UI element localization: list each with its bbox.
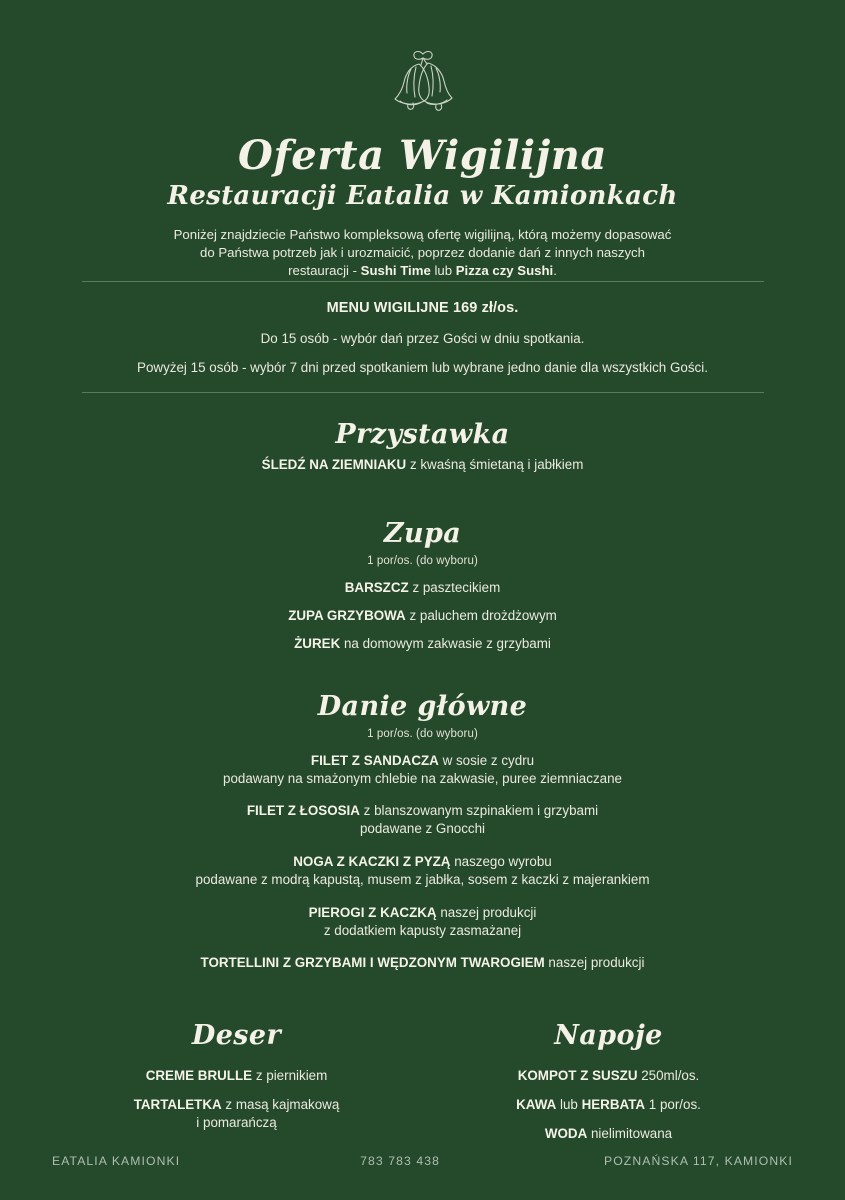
section-note-danie-glowne: 1 por/os. (do wyboru) bbox=[367, 727, 478, 740]
dish-item bbox=[0, 853, 845, 889]
intro-line-3-middle: lub bbox=[430, 263, 456, 279]
dish-desc: naszego wyrobu bbox=[450, 854, 552, 870]
section-danie-glowne bbox=[0, 691, 845, 972]
section-zupa bbox=[0, 518, 845, 652]
footer-restaurant-name: EATALIA KAMIONKI bbox=[52, 1154, 181, 1168]
courses bbox=[0, 393, 845, 1142]
section-przystawka bbox=[0, 419, 845, 474]
dish-item bbox=[0, 954, 845, 972]
dish-desc: naszej produkcji bbox=[544, 955, 645, 971]
price-condition-2: Powyżej 15 osób - wybór 7 dni przed spotkaniem lub wybrane jedno danie dla wszystkich Gości. bbox=[137, 360, 708, 376]
section-title-przystawka: Przystawka bbox=[335, 419, 510, 451]
divider-bottom bbox=[82, 392, 764, 393]
dish-desc: na domowym zakwasie z grzybami bbox=[340, 635, 551, 651]
bottom-columns bbox=[0, 1006, 845, 1142]
dish-name: TARTALETKA bbox=[133, 1097, 222, 1113]
dish-item bbox=[0, 456, 845, 474]
section-title-danie-glowne: Danie główne bbox=[317, 690, 528, 722]
dish-item bbox=[0, 802, 845, 838]
dish-item bbox=[423, 1067, 795, 1085]
dish-desc: z masą kajmakową bbox=[221, 1097, 340, 1113]
dish-name: NOGA Z KACZKI Z PYZĄ bbox=[293, 854, 451, 870]
dish-item bbox=[423, 1096, 795, 1114]
header bbox=[0, 0, 845, 281]
section-note-zupa: 1 por/os. (do wyboru) bbox=[367, 555, 478, 568]
dish-item bbox=[0, 752, 845, 788]
dish-item bbox=[51, 1096, 423, 1132]
dish-desc: z paluchem drożdżowym bbox=[405, 608, 557, 624]
dish-desc: z kwaśną śmietaną i jabłkiem bbox=[406, 457, 584, 473]
divider-top bbox=[82, 281, 764, 282]
dish-name: FILET Z ŁOSOSIA bbox=[246, 803, 360, 819]
dish-desc-tail: 1 por/os. bbox=[645, 1097, 701, 1113]
dish-desc-second-line: podawany na smażonym chlebie na zakwasie, puree ziemniaczane bbox=[223, 770, 622, 786]
dish-desc-second-line: podawane z modrą kapustą, musem z jabłka, sosem z kaczki z majerankiem bbox=[195, 871, 650, 887]
dish-name: ŻUREK bbox=[294, 635, 341, 651]
dish-item bbox=[51, 1067, 423, 1085]
dish-desc: w sosie z cydru bbox=[438, 752, 535, 768]
section-deser bbox=[51, 1020, 423, 1142]
dish-item bbox=[0, 579, 845, 597]
price-condition-1: Do 15 osób - wybór dań przez Gości w dniu spotkania. bbox=[260, 330, 585, 346]
dish-name: BARSZCZ bbox=[344, 580, 409, 596]
dish-desc: naszej produkcji bbox=[436, 904, 537, 920]
intro-line-1: Poniżej znajdziecie Państwo kompleksową ofertę wigilijną, którą możemy dopasować bbox=[173, 226, 672, 242]
dish-name: TORTELLINI Z GRZYBAMI I WĘDZONYM TWAROGIEM bbox=[200, 955, 545, 971]
dish-item bbox=[0, 607, 845, 625]
section-title-deser: Deser bbox=[191, 1020, 282, 1052]
page-subtitle: Restauracji Eatalia w Kamionkach bbox=[167, 180, 678, 211]
section-title-zupa: Zupa bbox=[383, 518, 462, 550]
page-title: Oferta Wigilijna bbox=[238, 132, 607, 179]
dish-name: FILET Z SANDACZA bbox=[310, 752, 439, 768]
intro-line-3-suffix: . bbox=[553, 263, 557, 279]
dish-name: ŚLEDŹ NA ZIEMNIAKU bbox=[261, 457, 407, 473]
dish-desc: lub bbox=[556, 1097, 582, 1113]
intro-paragraph bbox=[123, 226, 723, 281]
dish-desc-second-line: podawane z Gnocchi bbox=[359, 821, 486, 837]
christmas-bells-icon bbox=[381, 48, 465, 120]
price-block bbox=[0, 282, 845, 393]
section-napoje bbox=[423, 1020, 795, 1142]
brand-pizza-czy-sushi: Pizza czy Sushi bbox=[455, 263, 554, 279]
dish-name: KAWA bbox=[516, 1097, 557, 1113]
intro-line-3-prefix: restauracji - bbox=[288, 263, 361, 279]
footer-phone[interactable]: 783 783 438 bbox=[360, 1154, 441, 1168]
dish-desc-second-line: z dodatkiem kapusty zasmażanej bbox=[323, 922, 522, 938]
dish-name: WODA bbox=[544, 1125, 588, 1141]
intro-line-2: do Państwa potrzeb jak i urozmaicić, poprzez dodanie dań z innych naszych bbox=[200, 245, 645, 261]
dish-item bbox=[0, 904, 845, 940]
dish-desc-second-line: i pomarańczą bbox=[196, 1114, 277, 1130]
section-title-napoje: Napoje bbox=[554, 1020, 663, 1052]
dish-name: PIEROGI Z KACZKĄ bbox=[308, 904, 437, 920]
dish-desc: z piernikiem bbox=[252, 1068, 328, 1084]
dish-name: CREME BRULLE bbox=[145, 1068, 253, 1084]
footer bbox=[0, 1154, 845, 1168]
dish-desc: nielimitowana bbox=[587, 1125, 673, 1141]
dish-name-alt: HERBATA bbox=[581, 1097, 646, 1113]
dish-item bbox=[0, 635, 845, 653]
brand-sushi-time: Sushi Time bbox=[360, 263, 431, 279]
dish-item bbox=[423, 1125, 795, 1143]
dish-desc: z pasztecikiem bbox=[408, 580, 501, 596]
dish-name: ZUPA GRZYBOWA bbox=[288, 608, 406, 624]
dish-desc: 250ml/os. bbox=[637, 1068, 700, 1084]
dish-name: KOMPOT Z SUSZU bbox=[517, 1068, 638, 1084]
dish-desc: z blanszowanym szpinakiem i grzybami bbox=[359, 803, 599, 819]
menu-price-heading: MENU WIGILIJNE 169 zł/os. bbox=[326, 299, 519, 316]
footer-address: POZNAŃSKA 117, KAMIONKI bbox=[604, 1154, 793, 1168]
